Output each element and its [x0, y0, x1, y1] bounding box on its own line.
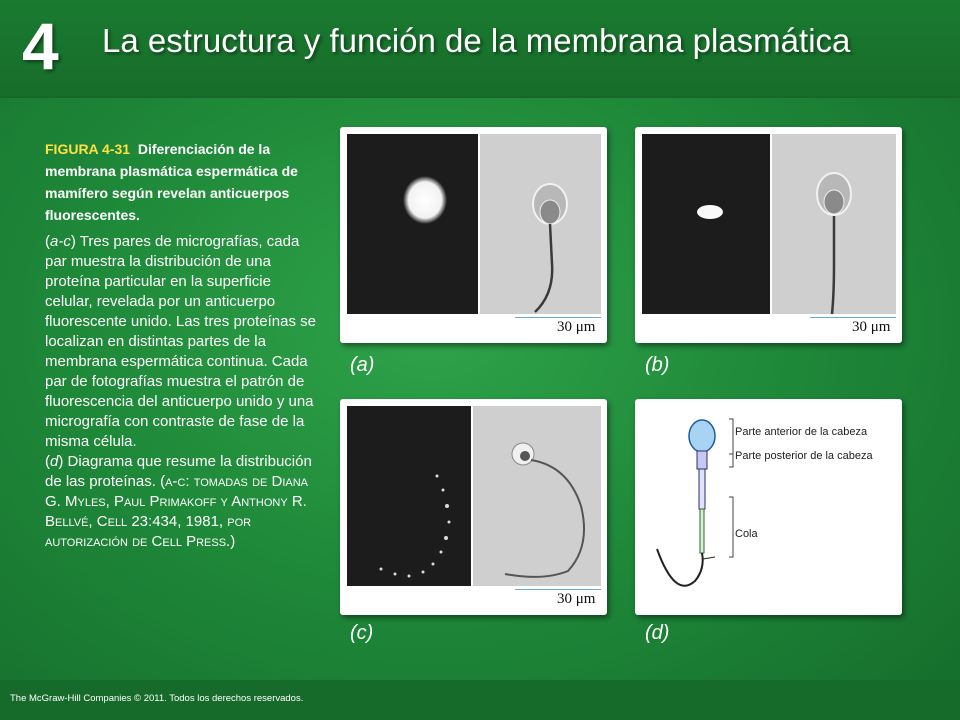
fluorescence-image — [642, 134, 770, 314]
label-posterior-head: Parte posterior de la cabeza — [735, 450, 873, 462]
fluorescence-spot — [347, 134, 478, 314]
chapter-number: 4 — [22, 9, 59, 83]
slide-title: La estructura y función de la membrana plasmática — [102, 22, 851, 59]
panel-d — [635, 399, 902, 615]
caption-ac-text: Tres pares de micrografías, cada par muestra la distribución de una proteína particular en la superficie celular, revelada por un anticuerpo fluorescente unido. Las tres proteínas se localizan en distintas partes de la membrana espermática continua. Cada par de fotografías muestra el patrón de fluorescencia del anticuerpo unido y una micrografía con contraste de fase de la misma célula. — [45, 233, 316, 450]
caption-heading — [45, 138, 320, 226]
fluorescence-image — [347, 134, 478, 314]
caption-credit-label: a-c: — [165, 473, 190, 490]
scale-label: 30 μm — [557, 319, 596, 335]
caption-d-label: d — [50, 453, 59, 470]
panel-a — [340, 127, 607, 343]
phase-contrast-image — [473, 406, 601, 586]
label-tail: Cola — [735, 528, 758, 540]
sperm-cell — [772, 134, 896, 314]
caption-d-text: Diagrama que resume la distribución de las proteínas. — [45, 453, 312, 490]
phase-contrast-image — [772, 134, 896, 314]
label-anterior-head: Parte anterior de la cabeza — [735, 426, 868, 438]
sperm-diagram — [635, 399, 902, 615]
fluorescence-dots — [347, 406, 471, 586]
scale-bar — [515, 317, 601, 318]
panel-d-label: (d) — [645, 622, 670, 644]
sperm-cell — [480, 134, 601, 314]
scale-bar — [515, 589, 601, 590]
header-bar — [0, 0, 960, 98]
phase-contrast-image — [480, 134, 601, 314]
scale-label: 30 μm — [557, 591, 596, 607]
panel-c-label: (c) — [350, 622, 374, 644]
figure-title: Diferenciación de la membrana plasmática espermática de mamífero según revelan anticuerpos fluorescentes. — [45, 141, 298, 223]
sperm-cell — [473, 406, 601, 586]
scale-label: 30 μm — [852, 319, 891, 335]
figure-caption — [45, 138, 320, 552]
panel-a-label: (a) — [350, 354, 375, 376]
fluorescence-image — [347, 406, 471, 586]
caption-body: (a-c) Tres pares de micrografías, cada par muestra la distribución de una proteína particular en la superficie celular, revelada por un anticuerpo fluorescente unido. Las tres proteínas se localizan en distintas partes de la membrana espermática continua. Cada par de fotografías muestra el patrón de fluorescencia del anticuerpo unido y una micrografía con contraste de fase de la misma célula. (d) Diagrama que resume la distribución de las proteínas. (a-c: tomadas de Diana G. Myles, Paul Primakoff y Anthony R. Bellvé, Cell 23:434, 1981, por autorización de Cell Press.) — [45, 233, 316, 550]
fluorescence-spot — [642, 134, 770, 314]
panel-b-label: (b) — [645, 354, 670, 376]
panel-b — [635, 127, 902, 343]
copyright-text: The McGraw-Hill Companies © 2011. Todos los derechos reservados. — [10, 693, 304, 704]
figure-label: FIGURA 4-31 — [45, 141, 131, 157]
caption-credit: tomadas de Diana G. Myles, Paul Primakoff y Anthony R. Bellvé, Cell 23:434, 1981, por autorización de Cell Press. — [45, 473, 309, 550]
caption-ac-label: a-c — [50, 233, 71, 250]
scale-bar — [810, 317, 896, 318]
panel-c — [340, 399, 607, 615]
footer-bar — [0, 680, 960, 720]
